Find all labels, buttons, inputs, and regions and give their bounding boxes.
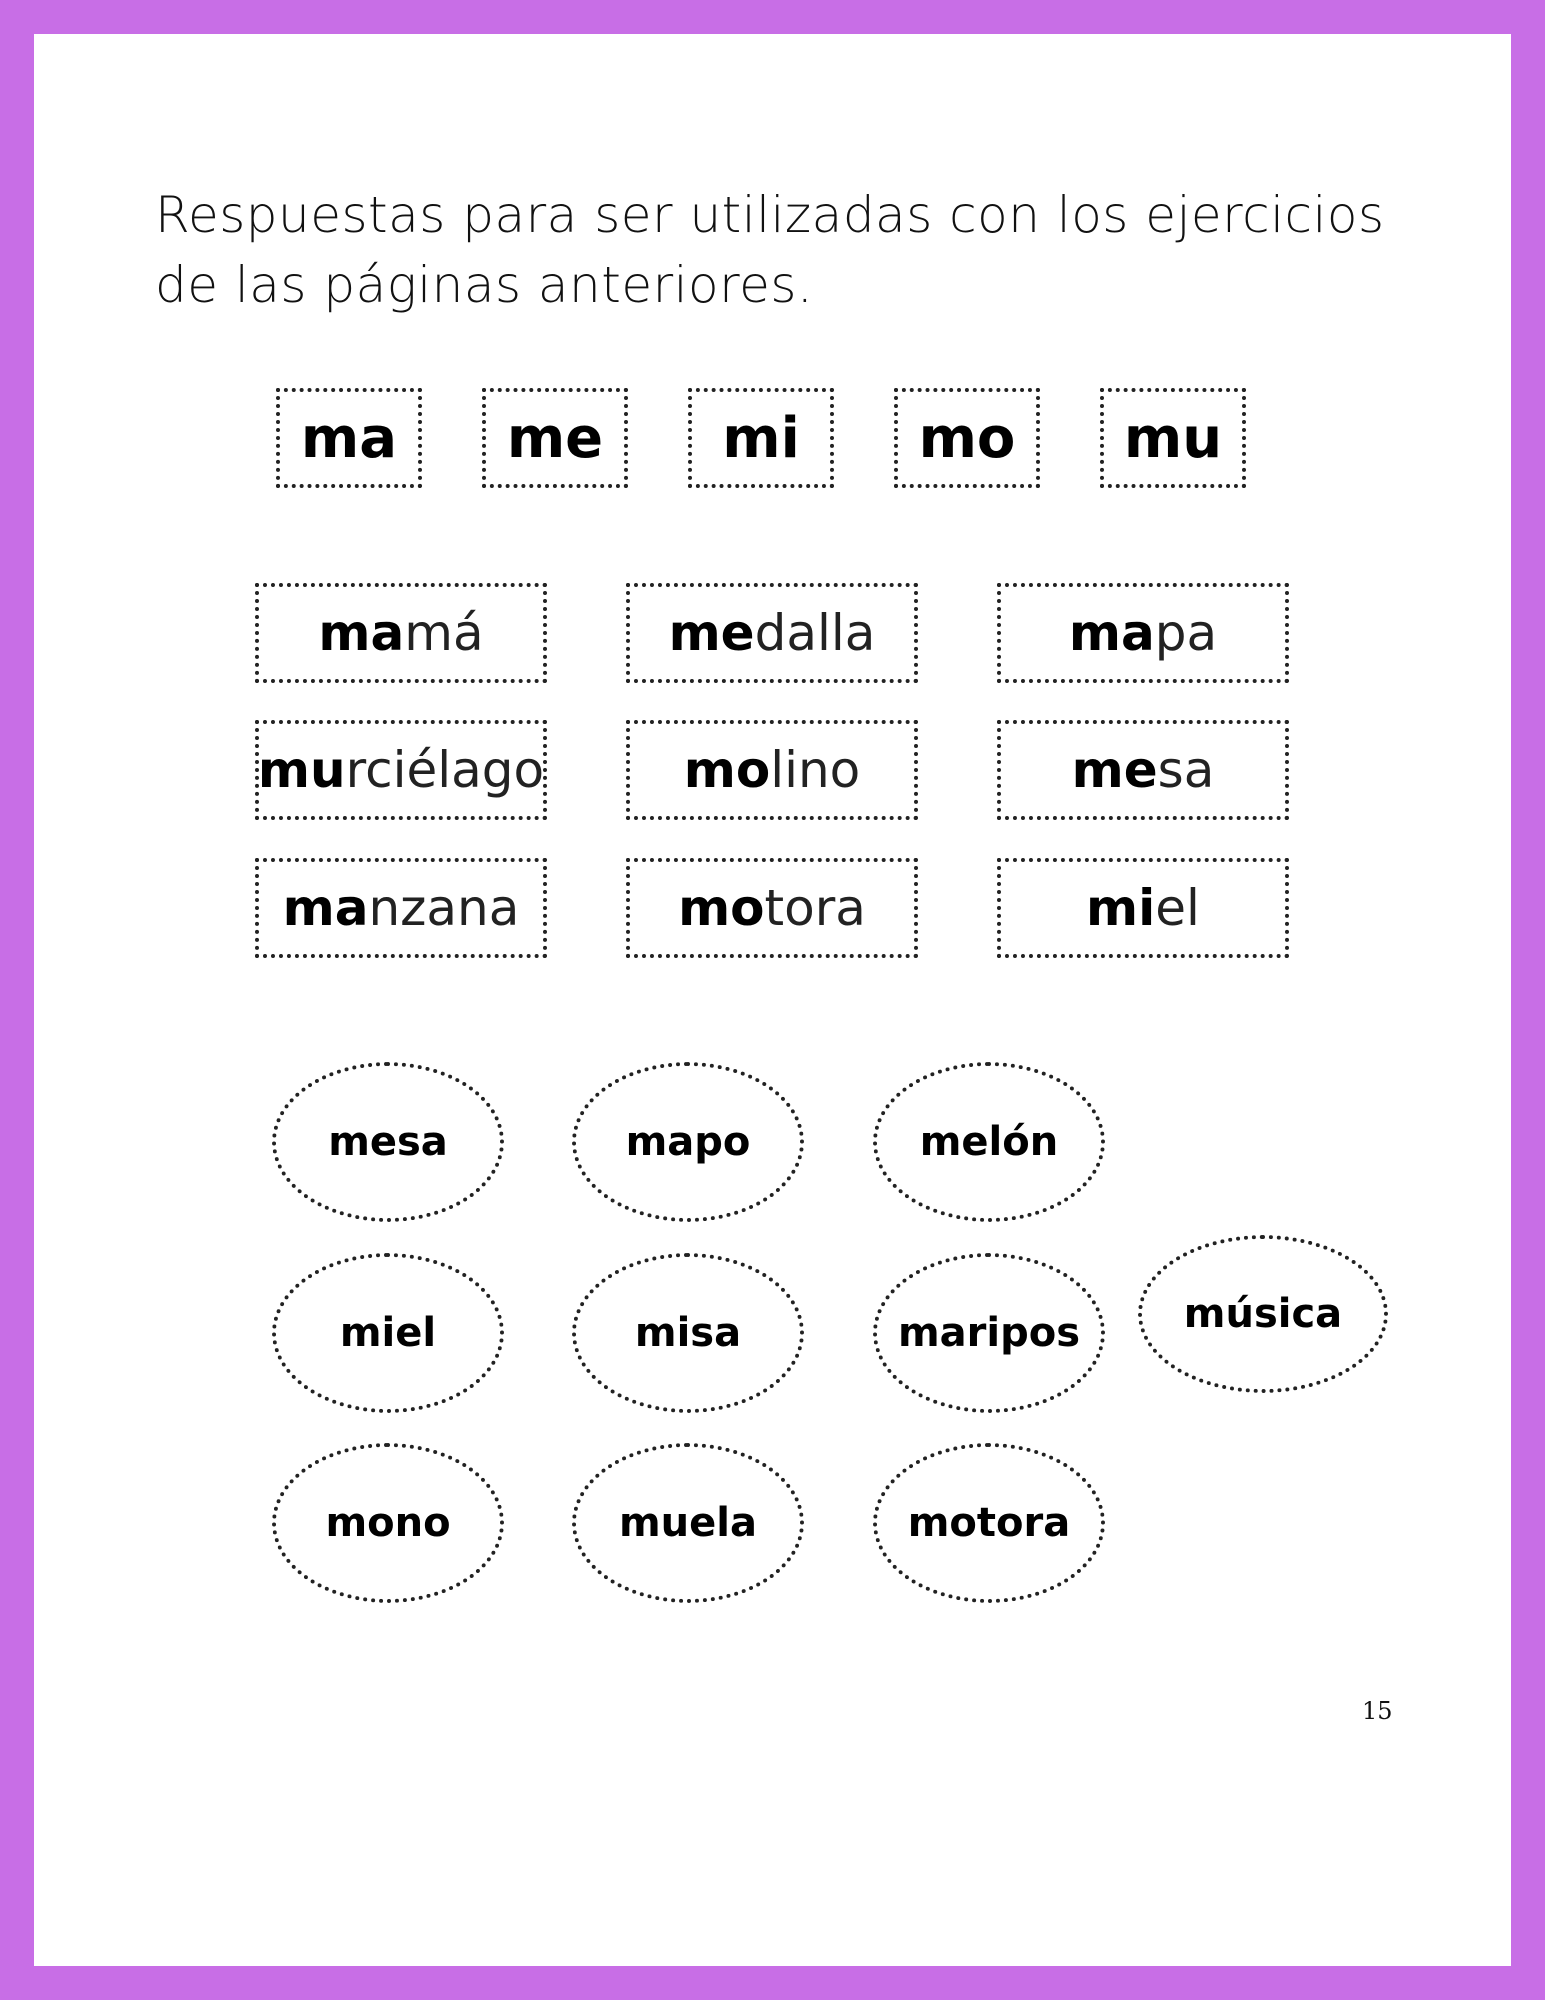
word-oval: misa xyxy=(572,1253,804,1413)
word-box xyxy=(997,583,1289,683)
word-oval: música xyxy=(1138,1235,1388,1393)
word-syllable: me xyxy=(668,604,755,662)
word-box xyxy=(997,858,1289,958)
word-syllable: mu xyxy=(257,741,346,799)
word-rest: nzana xyxy=(368,879,520,937)
page-number: 15 xyxy=(1362,1697,1393,1725)
syllable-box: mu xyxy=(1100,388,1246,488)
syllable-box: ma xyxy=(276,388,422,488)
syllable-box: mo xyxy=(894,388,1040,488)
word-oval: mesa xyxy=(272,1062,504,1222)
word-box xyxy=(626,583,918,683)
word-syllable: ma xyxy=(1068,604,1155,662)
syllable-box: mi xyxy=(688,388,834,488)
word-oval: maripos xyxy=(873,1253,1105,1413)
word-box xyxy=(255,720,547,820)
word-oval: muela xyxy=(572,1443,804,1603)
word-rest: rciélago xyxy=(345,741,545,799)
word-oval: melón xyxy=(873,1062,1105,1222)
word-syllable: ma xyxy=(318,604,405,662)
word-box xyxy=(626,720,918,820)
instructions-text: Respuestas para ser utilizadas con los ejercicios de las páginas anteriores. xyxy=(155,186,1385,314)
word-rest: dalla xyxy=(754,604,876,662)
word-box xyxy=(997,720,1289,820)
word-rest: el xyxy=(1155,879,1200,937)
syllable-box: me xyxy=(482,388,628,488)
word-syllable: mo xyxy=(683,741,771,799)
word-oval: mapo xyxy=(572,1062,804,1222)
word-box xyxy=(255,583,547,683)
word-oval: motora xyxy=(873,1443,1105,1603)
word-rest: pa xyxy=(1154,604,1218,662)
word-box xyxy=(255,858,547,958)
worksheet-page xyxy=(34,34,1511,1966)
word-syllable: mi xyxy=(1086,879,1156,937)
word-oval: miel xyxy=(272,1253,504,1413)
word-rest: má xyxy=(404,604,484,662)
word-oval: mono xyxy=(272,1443,504,1603)
word-rest: lino xyxy=(770,741,861,799)
word-syllable: me xyxy=(1071,741,1158,799)
word-rest: tora xyxy=(764,879,866,937)
word-syllable: ma xyxy=(282,879,369,937)
word-syllable: mo xyxy=(678,879,765,937)
word-box xyxy=(626,858,918,958)
word-rest: sa xyxy=(1157,741,1215,799)
